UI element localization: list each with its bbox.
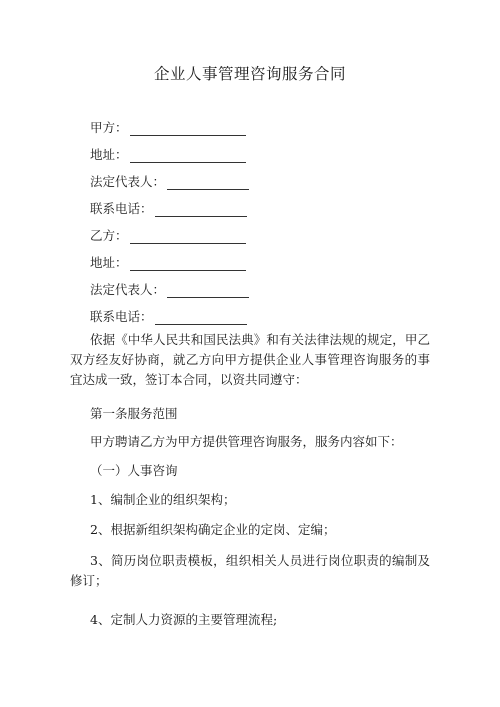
list-item: 4、定制人力资源的主要管理流程; bbox=[90, 612, 278, 627]
list-item: 3、简历岗位职责模板，组织相关人员进行岗位职责的编制及修订； bbox=[70, 553, 430, 588]
party-a-field bbox=[90, 118, 246, 136]
party-b-phone-field bbox=[90, 307, 247, 325]
party-a-address-field bbox=[90, 145, 246, 163]
party-a-rep-blank[interactable] bbox=[167, 177, 249, 190]
party-a-rep-field bbox=[90, 172, 249, 190]
list-item: 1、编制企业的组织架构； bbox=[90, 492, 236, 507]
party-a-phone-label: 联系电话： bbox=[90, 201, 153, 216]
party-b-address-blank[interactable] bbox=[130, 258, 246, 271]
party-b-phone-label: 联系电话： bbox=[90, 309, 153, 324]
party-b-address-label: 地址： bbox=[90, 255, 128, 270]
party-a-rep-label: 法定代表人： bbox=[90, 174, 166, 189]
party-b-phone-blank[interactable] bbox=[155, 312, 247, 325]
party-a-address-blank[interactable] bbox=[130, 150, 246, 163]
party-b-blank[interactable] bbox=[130, 231, 246, 244]
party-b-field bbox=[90, 226, 246, 244]
party-b-rep-blank[interactable] bbox=[167, 285, 249, 298]
party-b-label: 乙方： bbox=[90, 228, 128, 243]
party-b-rep-label: 法定代表人： bbox=[90, 282, 166, 297]
party-a-phone-field bbox=[90, 199, 247, 217]
party-a-blank[interactable] bbox=[130, 123, 246, 136]
party-b-rep-field bbox=[90, 280, 249, 298]
intro-paragraph: 依据《中华人民共和国民法典》和有关法律法规的规定，甲乙双方经友好协商，就乙方向甲方提供企业人事管理咨询服务的事宜达成一致，签订本合同，以资共同遵守： bbox=[70, 332, 430, 387]
party-a-phone-blank[interactable] bbox=[155, 204, 247, 217]
party-a-label: 甲方： bbox=[90, 120, 128, 135]
section-1-heading: （一）人事咨询 bbox=[90, 463, 178, 478]
article-1-body: 甲方聘请乙方为甲方提供管理咨询服务，服务内容如下： bbox=[90, 434, 403, 449]
article-1-heading: 第一条服务范围 bbox=[90, 406, 178, 421]
party-a-address-label: 地址： bbox=[90, 147, 128, 162]
document-title: 企业人事管理咨询服务合同 bbox=[153, 65, 346, 83]
list-item: 2、根据新组织架构确定企业的定岗、定编； bbox=[90, 522, 336, 537]
party-b-address-field bbox=[90, 253, 246, 271]
